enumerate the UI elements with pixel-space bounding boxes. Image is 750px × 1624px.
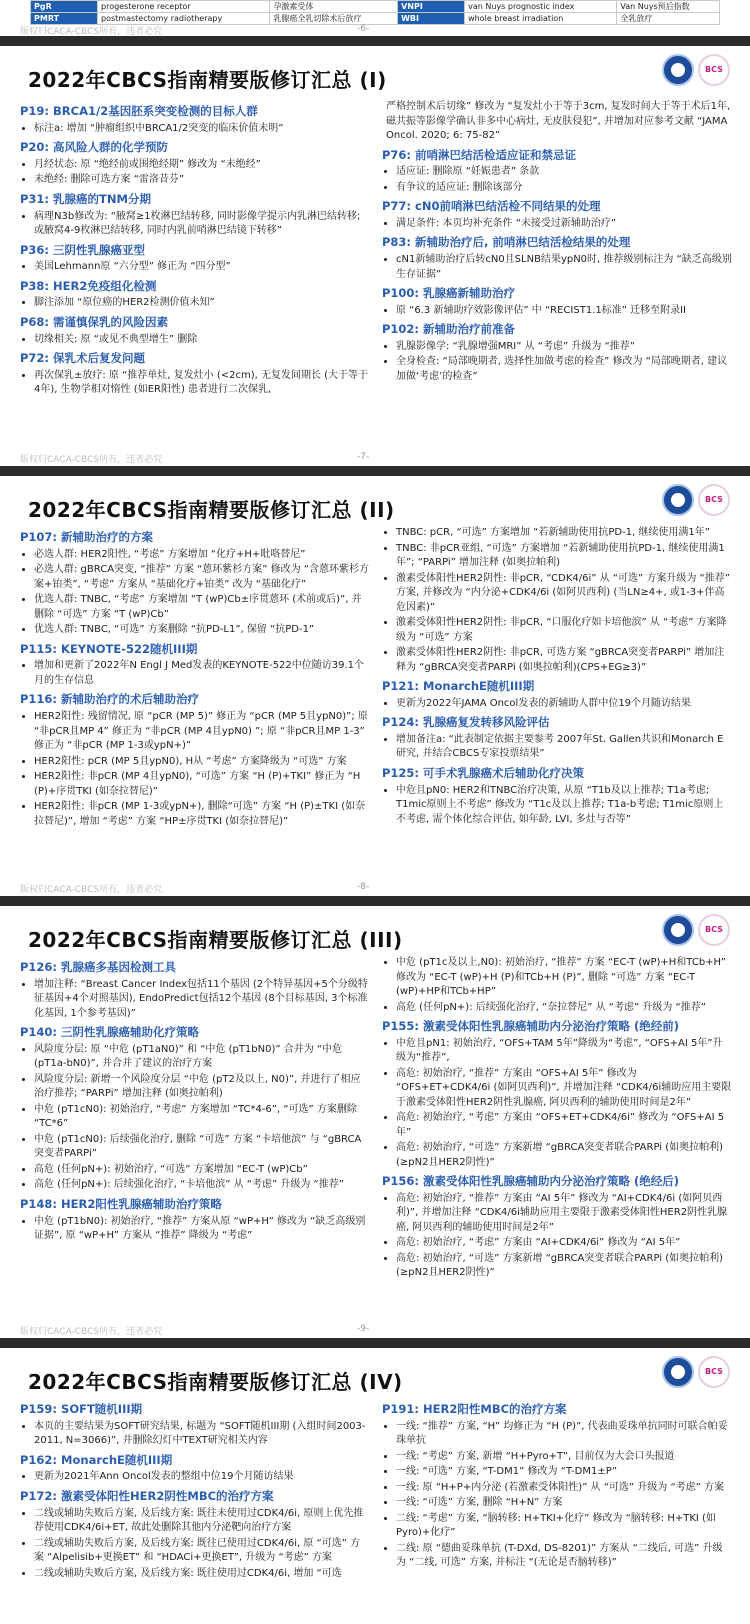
section-heading: P102: 新辅助治疗前准备 [382, 322, 516, 337]
section-heading: P156: 激素受体阳性乳腺癌辅助内分泌治疗策略 (绝经后) [382, 1174, 680, 1189]
bullet-list [382, 340, 732, 385]
list-item: • 优选人群: TNBC, “可选” 方案删除 “抗PD-L1”, 保留 “抗PD-1” [34, 623, 370, 638]
slide-revision-summary-1 [0, 46, 750, 466]
list-item: • HER2阳性: 非pCR (MP 4且ypN0), “可选” 方案 “H (P)+TKI” 修正为 “H (P)+序贯TKI (如奈拉替尼)” [34, 770, 370, 799]
cbcs-logo-icon: BCS [698, 914, 730, 946]
bullet-list [382, 165, 732, 195]
bullet-list [20, 978, 370, 1022]
list-item: • 高危: 初始治疗, “考虑” 方案由 “AI+CDK4/6i” 修改为 “AI 5年” [396, 1236, 732, 1251]
list-item: • 再次保乳±放疗: 原 “推荐单灶, 复发灶小 (<2cm), 无复发间期长 (大于等于4年), 生物学相对惰性 (如ER阳性) 患者进行二次保乳, [34, 369, 370, 398]
list-item: • 高危: 初始治疗, “可选” 方案新增 “gBRCA突变者联合PARPi (如奥拉帕利)(≥pN2且HER2阴性)” [396, 1141, 732, 1170]
slide-revision-summary-2 [0, 476, 750, 896]
list-item: • 二线: 原 “德曲妥珠单抗 (T-DXd, DS-8201)” 方案从 “二线后, 可选” 升级为 “二线, 可选” 方案, 并标注 “(无论是否脑转移)” [396, 1542, 732, 1571]
table-cell: whole breast irradiation [465, 13, 617, 25]
cbcs-logo-icon: BCS [698, 1356, 730, 1388]
table-row [31, 13, 720, 25]
list-item: • 脚注添加 “原位癌的HER2检测价值未知” [34, 296, 370, 311]
list-item: • 标注a: 增加 “肿瘤组织中BRCA1/2突变的临床价值未明” [34, 122, 370, 137]
list-item: • 一线: “推荐” 方案, “H” 均修正为 “H (P)”, 代表曲妥珠单抗同时可联合帕妥珠单抗 [396, 1420, 732, 1449]
left-column [20, 100, 370, 399]
table-cell: 乳腺癌全乳切除术后放疗 [270, 13, 398, 25]
section-heading: P38: HER2免疫组化检测 [20, 278, 157, 293]
page-gap [0, 896, 750, 906]
caca-logo-icon [662, 914, 694, 946]
section-heading: P125: 可手术乳腺癌术后辅助化疗决策 [382, 765, 585, 780]
list-item: • 一线: “考虑” 方案, 新增 “H+Pyro+T”, 目前仅为大会口头报道 [396, 1450, 732, 1465]
bullet-list [20, 122, 370, 137]
page-gap [0, 36, 750, 46]
table-cell: postmastectomy radiotherapy [98, 13, 270, 25]
section-heading: P159: SOFT随机III期 [20, 1402, 143, 1416]
list-item: • 更新为2021年Ann Oncol发表的整组中位19个月随访结果 [34, 1470, 370, 1485]
continued-text: 严格控制术后切缘” 修改为 “复发灶小于等于3cm, 复发时间大于等于术后1年, 磁共振等影像学确认非多中心病灶, 无皮肤侵犯”, 并增加对应参考文献 “JAMA Oncol. 2020; 6: 75-82” [386, 101, 731, 141]
table-cell: progesterone receptor [98, 1, 270, 13]
section-heading: P77: cN0前哨淋巴结活检不同结果的处理 [382, 199, 601, 214]
bullet-list [382, 304, 732, 319]
section-heading: P72: 保乳术后复发问题 [20, 351, 146, 366]
copyright-notice: 版权归CACA-CBCS所有，违者必究 [20, 455, 163, 465]
section-heading: P20: 高风险人群的化学预防 [20, 140, 169, 155]
page-number: -7- [357, 452, 370, 462]
slide-title: 2022年CBCS指南精要版修订汇总 (II) [28, 498, 395, 522]
section-heading: P100: 乳腺癌新辅助治疗 [382, 286, 516, 301]
list-item: • 高危 (任何pN+): 后续强化治疗, “卡培他滨” 从 “考虑” 升级为 “推荐” [34, 1178, 370, 1193]
list-item: • 增加备注a: “此表制定依据主要参考 2007年St. Gallen共识和Monarch E研究, 并结合CBCS专家投票结果” [396, 733, 732, 762]
list-item: • 二线或辅助失败后方案, 及后线方案: 既往已使用过CDK4/6i, 原 “可选” 方案 “Alpelisib+更换ET” 和 “HDACi+更换ET”, 升级为 “考虑” 方案 [34, 1537, 370, 1566]
list-item: • 中危 (pT1c及以上,N0): 初始治疗, “推荐” 方案 “EC-T (wP)+H和TCb+H” 修改为 “EC-T (wP)+H (P)和TCb+H (P)”, 删除 “可选” 方案 “EC-T (wP)+HP和TCb+HP” [396, 956, 732, 1000]
section-heading: P19: BRCA1/2基因胚系突变检测的目标人群 [20, 104, 258, 118]
section-heading: P162: MonarchE随机III期 [20, 1452, 173, 1467]
bullet-list [20, 210, 370, 239]
list-item: • 增加注释: “Breast Cancer Index包括11个基因 (2个特异基因+5个分级特征基因+4个对照基因), EndoPredict包括12个基因 (8个目标基因, 3个标准化基因, 1个参考基因)” [34, 978, 370, 1022]
section-heading: P172: 激素受体阳性HER2阴性MBC的治疗方案 [20, 1488, 274, 1503]
bullet-list [382, 1420, 732, 1571]
bullet-list [20, 158, 370, 188]
table-cell: van Nuys prognostic index [465, 1, 617, 13]
section-heading: P76: 前哨淋巴结活检适应证和禁忌证 [382, 147, 577, 162]
list-item: • 更新为2022年JAMA Oncol发表的新辅助人群中位19个月随访结果 [396, 697, 732, 712]
right-column [382, 100, 732, 385]
table-cell: VNPI [398, 1, 465, 13]
section-heading: P140: 三阴性乳腺癌辅助化疗策略 [20, 1025, 200, 1040]
cbcs-logo-icon: BCS [698, 54, 730, 86]
bullet-list [20, 1507, 370, 1582]
bullet-list [382, 733, 732, 762]
list-item: • 有争议的适应证: 删除该部分 [396, 181, 732, 196]
section-heading: P36: 三阴性乳腺癌亚型 [20, 242, 146, 257]
section-heading: P116: 新辅助治疗的术后辅助治疗 [20, 692, 200, 707]
bullet-list [20, 1215, 370, 1244]
list-item: • 适应证: 删除原 “妊娠患者” 条款 [396, 165, 732, 180]
list-item: • 激素受体阳性HER2阴性: 非pCR, “口服化疗如卡培他滨” 从 “考虑” 方案降级为 “可选” 方案 [396, 616, 732, 645]
caca-logo-icon [662, 484, 694, 516]
section-heading: P83: 新辅助治疗后, 前哨淋巴结活检结果的处理 [382, 235, 631, 250]
list-item: • 中危 (pT1cN0): 后续强化治疗, 删除 “可选” 方案 “卡培他滨” 与 “gBRCA突变者PARPi” [34, 1133, 370, 1162]
bullet-list [382, 526, 732, 675]
list-item: • 高危: 初始治疗, “推荐” 方案由 “OFS+AI 5年” 修改为 “OFS+ET+CDK4/6i (如阿贝西利)”, 并增加注释 “CDK4/6i辅助应用主要限于激素受体阳性HER2阴性乳腺癌, 阿贝西利的辅助使用时间是2年” [396, 1067, 732, 1111]
abbreviation-table [30, 0, 720, 25]
list-item: • 二线或辅助失败后方案, 及后线方案: 既往使用过CDK4/6i, 增加 “可选 [34, 1567, 370, 1582]
list-item: • 一线: “可选” 方案, “T-DM1” 修改为 “T-DM1±P” [396, 1465, 732, 1480]
section-heading: P124: 乳腺癌复发转移风险评估 [382, 715, 550, 730]
list-item: • 增加和更新了2022年N Engl J Med发表的KEYNOTE-522中位随访39.1个月的生存信息 [34, 659, 370, 688]
list-item: • 中危 (pT1cN0): 初始治疗, “考虑” 方案增加 “TC*4-6”, “可选” 方案删除 “TC*6” [34, 1103, 370, 1132]
bullet-list [20, 260, 370, 275]
list-item: • 月经状态: 原 “绝经前或围绝经期” 修改为 “未绝经” [34, 158, 370, 173]
bullet-list [382, 253, 732, 282]
list-item: • 高危 (任何pN+): 初始治疗, “可选” 方案增加 “EC-T (wP)Cb” [34, 1163, 370, 1178]
bullet-list [382, 1192, 732, 1281]
list-item: • 美国Lehmann原 “六分型” 修正为 “四分型” [34, 260, 370, 275]
list-item: • 风险度分层: 新增一个风险度分层 “中危 (pT2及以上, N0)”, 并进行了相应治疗推荐; “PARPi” 增加注释 (如奥拉帕利) [34, 1073, 370, 1102]
page-gap [0, 466, 750, 476]
section-heading: P191: HER2阳性MBC的治疗方案 [382, 1402, 567, 1416]
list-item: • 二线: “考虑” 方案, “脑转移: H+TKI+化疗” 修改为 “脑转移: H+TKI (如Pyro)+化疗” [396, 1512, 732, 1541]
bullet-list [20, 1420, 370, 1449]
list-item: • 高危 (任何pN+): 后续强化治疗, “奈拉替尼” 从 “考虑” 升级为 “推荐” [396, 1001, 732, 1016]
left-column [20, 956, 370, 1245]
page-number: -6- [357, 24, 370, 34]
slide-revision-summary-4 [0, 1348, 750, 1624]
list-item: • TNBC: 非pCR亚组, “可选” 方案增加 “若新辅助使用抗PD-1, 继续使用满1年”; “PARPi” 增加注释 (如奥拉帕利) [396, 542, 732, 571]
list-item: • HER2阳性: 残留情况, 原 “pCR (MP 5)” 修正为 “pCR (MP 5且ypN0)”; 原 “非pCR且MP 4” 修正为 “非pCR (MP 4且ypN0) ”; 原 “非pCR且MP 1-3” 修正为 “非pCR (MP 1-3或ypN+)” [34, 710, 370, 754]
copyright-notice: 版权归CACA-CBCS所有，违者必究 [20, 27, 163, 36]
slide-revision-summary-3 [0, 906, 750, 1338]
list-item: • 未绝经: 删除可选方案 “雷洛昔芬” [34, 173, 370, 188]
list-item: • 中危且pN1: 初始治疗, “OFS+TAM 5年”降级为“考虑”, “OFS+AI 5年”升级为“推荐”, [396, 1037, 732, 1066]
left-column [20, 1398, 370, 1582]
bullet-list [382, 1037, 732, 1171]
copyright-notice: 版权归CACA-CBCS所有，违者必究 [20, 885, 163, 895]
slide-title: 2022年CBCS指南精要版修订汇总 (III) [28, 928, 403, 952]
list-item: • 必选人群: gBRCA突变, “推荐” 方案 “蒽环紫杉方案” 修改为 “含蒽环紫杉方案+铂类”, “考虑” 方案从 “基础化疗+铂类” 改为 “基础化疗” [34, 563, 370, 592]
table-cell: WBI [398, 13, 465, 25]
list-item: • 切缘相关: 原 “或见不典型增生” 删除 [34, 333, 370, 348]
section-heading: P126: 乳腺癌多基因检测工具 [20, 960, 177, 974]
list-item: • cN1新辅助治疗后转cN0且SLNB结果ypN0时, 推荐级别标注为 “缺乏高级别生存证据” [396, 253, 732, 282]
list-item: • HER2阳性: pCR (MP 5且ypN0), H从 “考虑” 方案降级为 “可选” 方案 [34, 755, 370, 770]
page-number: -9- [357, 1324, 370, 1334]
bullet-list [20, 710, 370, 829]
bullet-list [20, 659, 370, 688]
list-item: • 全身检查: “局部晚期者, 选择性加做考虑的检查” 修改为 “局部晚期者, 建议加做‘考虑’的检查” [396, 355, 732, 384]
table-cell: Van Nuys预后指数 [617, 1, 720, 13]
list-item: • 一线: “可选” 方案, 删除 “H+N” 方案 [396, 1496, 732, 1511]
slide-title: 2022年CBCS指南精要版修订汇总 (I) [28, 68, 387, 92]
copyright-notice: 版权归CACA-CBCS所有，违者必究 [20, 1327, 163, 1337]
list-item: • 二线或辅助失败后方案, 及后线方案: 既往未使用过CDK4/6i, 原则上优先推荐使用CDK4/6i+ET, 故此处删除其他内分泌靶向治疗方案 [34, 1507, 370, 1536]
section-heading: P107: 新辅助治疗的方案 [20, 530, 154, 544]
list-item: • 高危: 初始治疗, “可选” 方案新增 “gBRCA突变者联合PARPi (如奥拉帕利)(≥pN2且HER2阴性)” [396, 1252, 732, 1281]
right-column [382, 526, 732, 828]
page-6-strip [0, 0, 750, 36]
section-heading: P68: 需谨慎保乳的风险因素 [20, 314, 169, 329]
list-item: • 原 “6.3 新辅助疗效影像评估” 中 “RECIST1.1标准” 迁移至附录II [396, 304, 732, 319]
table-cell: PMRT [31, 13, 98, 25]
list-item: • 乳腺影像学: “乳腺增强MRI” 从 “考虑” 升级为 “推荐” [396, 340, 732, 355]
list-item: • 风险度分层: 原 “中危 (pT1aN0)” 和 “中危 (pT1bN0)” 合并为 “中危 (pT1a-bN0)”, 并合并了建议的治疗方案 [34, 1043, 370, 1072]
section-heading: P121: MonarchE随机III期 [382, 679, 535, 693]
bullet-list [20, 296, 370, 311]
section-heading: P148: HER2阳性乳腺癌辅助治疗策略 [20, 1196, 222, 1211]
list-item: • 激素受体阳性HER2阴性: 非pCR, “CDK4/6i” 从 “可选” 方案升级为 “推荐” 方案, 并修改为 “内分泌+CDK4/6i (如阿贝西利) (当LN≥4+, 或1-3+伴高危因素)” [396, 572, 732, 616]
cbcs-logo-icon: BCS [698, 484, 730, 516]
list-item: • 中危 (pT1bN0): 初始治疗, “推荐” 方案从原 “wP+H” 修改为 “缺乏高级别证据”, 原 “wP+H” 方案从 “推荐” 降级为 “考虑” [34, 1215, 370, 1244]
page-number: -8- [357, 882, 370, 892]
slide-title: 2022年CBCS指南精要版修订汇总 (IV) [28, 1370, 403, 1394]
right-column [382, 956, 732, 1282]
table-cell: PgR [31, 1, 98, 13]
list-item: • 高危: 初始治疗, “考虑” 方案由 “OFS+ET+CDK4/6i” 修改为 “OFS+AI 5年” [396, 1111, 732, 1140]
list-item: • 病理N3b修改为: “腋窝≥1枚淋巴结转移, 同时影像学提示内乳淋巴结转移; 或腋窝4-9枚淋巴结转移, 同时内乳前哨淋巴结镜下转移” [34, 210, 370, 239]
bullet-list [382, 956, 732, 1015]
table-cell: 孕激素受体 [270, 1, 398, 13]
bullet-list [20, 369, 370, 398]
table-cell: 全乳放疗 [617, 13, 720, 25]
bullet-list [20, 1470, 370, 1485]
list-item: • 满足条件: 本页均补充条件 “未接受过新辅助治疗” [396, 217, 732, 232]
list-item: • 本页的主要结果为SOFT研究结果, 标题为 “SOFT随机III期 (入组时间2003-2011, N=3066)”, 并删除幻灯中TEXT研究相关内容 [34, 1420, 370, 1449]
bullet-list [382, 697, 732, 712]
section-heading: P155: 激素受体阳性乳腺癌辅助内分泌治疗策略 (绝经前) [382, 1019, 680, 1033]
bullet-list [20, 548, 370, 638]
bullet-list [20, 333, 370, 348]
list-item: • 中危且pN0: HER2和TNBC治疗决策, 从原 “T1b及以上推荐; T1a考虑; T1mic原则上不考虑” 修改为 “T1c及以上推荐; T1a-b考虑; T1mic原则上不考虑, 需个体化综合评估, 如年龄, LVI, 多灶与否等” [396, 784, 732, 828]
left-column [20, 526, 370, 830]
section-heading: P31: 乳腺癌的TNM分期 [20, 191, 151, 206]
caca-logo-icon [662, 1356, 694, 1388]
list-item: • HER2阳性: 非pCR (MP 1-3或ypN+), 删除“可选” 方案 “H (P)±TKI (如奈拉替尼)”, 增加 “考虑” 方案 “HP±序贯TKI (如奈拉替尼)” [34, 800, 370, 829]
caca-logo-icon [662, 54, 694, 86]
list-item: • TNBC: pCR, “可选” 方案增加 “若新辅助使用抗PD-1, 继续使用满1年” [396, 526, 732, 541]
list-item: • 优选人群: TNBC, “考虑” 方案增加 “T (wP)Cb±序贯蒽环 (术前或后)”, 并删除 “可选” 方案 “T (wP)Cb” [34, 593, 370, 622]
list-item: • 一线: 原 “H+P+内分泌 (若激素受体阳性)” 从 “可选” 升级为 “考虑” 方案 [396, 1481, 732, 1496]
table-row [31, 1, 720, 13]
bullet-list [382, 217, 732, 232]
bullet-list [20, 1043, 370, 1193]
list-item: • 激素受体阳性HER2阴性: 非pCR, 可选方案 “gBRCA突变者PARPi” 增加注释为 “gBRCA突变者PARPi (如奥拉帕利)(CPS+EG≥3)” [396, 646, 732, 675]
page-gap [0, 1338, 750, 1348]
list-item: • 必选人群: HER2阳性, “考虑” 方案增加 “化疗+H+吡咯替尼” [34, 548, 370, 563]
section-heading: P115: KEYNOTE-522随机III期 [20, 641, 198, 656]
bullet-list [382, 784, 732, 828]
list-item: • 高危: 初始治疗, “推荐” 方案由 “AI 5年” 修改为 “AI+CDK4/6i (如阿贝西利)”, 并增加注释 “CDK4/6i辅助应用主要限于激素受体阳性HER2阴性乳腺癌, 阿贝西利的辅助使用时间是2年” [396, 1192, 732, 1236]
right-column [382, 1398, 732, 1572]
